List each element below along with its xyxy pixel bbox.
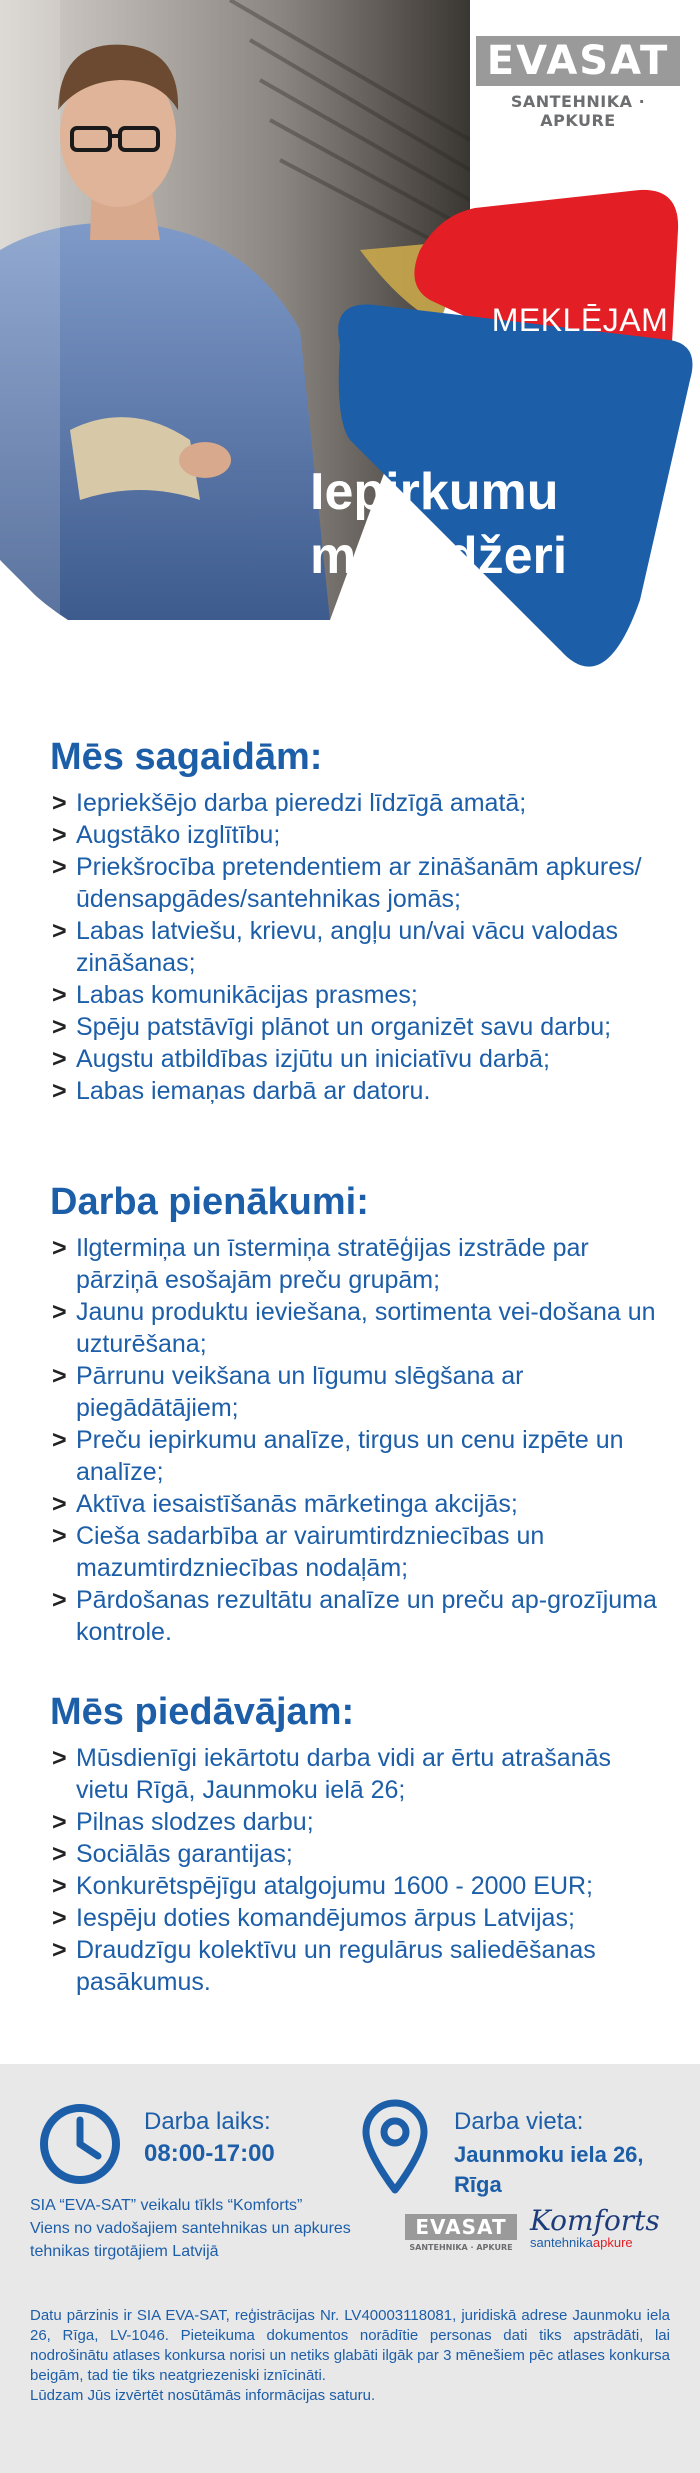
list-item: > Labas latviešu, krievu, angļu un/vai vācu valodas zināšanas; [50, 915, 670, 979]
hero-tag: MEKLĒJAM [491, 302, 669, 338]
logo-wordmark: EVASAT [405, 2214, 517, 2240]
komforts-logo [530, 2204, 680, 2250]
company-line2: Viens no vadošajiem santehnikas un apkures tehnikas tirgotājiem Latvijā [30, 2220, 351, 2260]
requirements-section [50, 735, 670, 1107]
list-item: > Iespēju doties komandējumos ārpus Latvijas; [50, 1902, 670, 1934]
offer-section [50, 1690, 670, 1998]
section-title: Mēs sagaidām: [50, 736, 323, 778]
list-item: > Spēju patstāvīgi plānot un organizēt savu darbu; [50, 1011, 670, 1043]
company-info [30, 2194, 390, 2263]
list-item: > Augstu atbildības izjūtu un iniciatīvu darbā; [50, 1043, 670, 1075]
list-item: > Priekšrocība pretendentiem ar zināšanām apkures/ūdensapgādes/santehnikas jomās; [50, 851, 670, 915]
list-item: > Aktīva iesaistīšanās mārketinga akcijās; [50, 1488, 670, 1520]
clock-icon [38, 2102, 122, 2186]
list-item: > Pārrunu veikšana un līgumu slēgšana ar piegādātājiem; [50, 1360, 670, 1424]
job-title-line1: Iepirkumu [310, 463, 559, 521]
list-item: > Draudzīgu kolektīvu un regulārus saliedēšanas pasākumus. [50, 1934, 670, 1998]
list-item: > Ilgtermiņa un īstermiņa stratēģijas izstrāde par pārziņā esošajām preču grupām; [50, 1232, 670, 1296]
logo-tagline: SANTEHNIKA · APKURE [409, 2243, 513, 2252]
komforts-tag-santehnika: santehnika [530, 2235, 593, 2250]
place-label: Darba vieta: [454, 2108, 584, 2135]
evasat-logo [476, 36, 680, 130]
evasat-logo-small [405, 2214, 517, 2256]
disclaimer-text: Datu pārzinis ir SIA EVA-SAT, reģistrācijas Nr. LV40003118081, juridiskā adrese Jaunmoku iela 26, Rīga, LV-1046. Pieteikuma dokumentos norādītie personas dati tiks apstrādāti, lai nodrošinātu atlases konkursa norisi un netiks glabāti ilgāk par 3 mēnešiem pēc atlases konkursa beigām, tad tie tiks neatgriezeniski iznīcināti. [30, 2307, 670, 2384]
list-item: > Pārdošanas rezultātu analīze un preču ap-grozījuma kontrole. [50, 1584, 670, 1648]
location-pin-icon [360, 2098, 430, 2194]
company-line1: SIA “EVA-SAT” veikalu tīkls “Komforts” [30, 2197, 303, 2214]
komforts-wordmark: Komforts [530, 2204, 660, 2237]
list-item: > Sociālās garantijas; [50, 1838, 670, 1870]
requirements-list [50, 787, 670, 1107]
offer-list [50, 1742, 670, 1998]
list-item: > Iepriekšējo darba pieredzi līdzīgā amatā; [50, 787, 670, 819]
privacy-disclaimer [30, 2306, 670, 2406]
list-item: > Pilnas slodzes darbu; [50, 1806, 670, 1838]
logo-wordmark: EVASAT [476, 36, 680, 86]
duties-section [50, 1180, 670, 1648]
logo-tagline: SANTEHNIKA · APKURE [510, 92, 646, 130]
hours-value: 08:00-17:00 [144, 2140, 275, 2167]
work-info [0, 2090, 700, 2200]
hours-label: Darba laiks: [144, 2108, 271, 2135]
job-title-line2: menedžeri [310, 527, 568, 585]
duties-list [50, 1232, 670, 1648]
hero-banner [0, 0, 700, 720]
list-item: > Cieša sadarbība ar vairumtirdzniecības un mazumtirdzniecības nodaļām; [50, 1520, 670, 1584]
section-title: Darba pienākumi: [50, 1181, 369, 1223]
place-value: Jaunmoku iela 26, Rīga [454, 2142, 644, 2197]
footer [0, 2064, 700, 2473]
list-item: > Mūsdienīgi iekārtotu darba vidi ar ērtu atrašanās vietu Rīgā, Jaunmoku ielā 26; [50, 1742, 670, 1806]
job-title [310, 460, 640, 588]
list-item: > Jaunu produktu ieviešana, sortimenta vei-došana un uzturēšana; [50, 1296, 670, 1360]
list-item: > Labas iemaņas darbā ar datoru. [50, 1075, 670, 1107]
list-item: > Labas komunikācijas prasmes; [50, 979, 670, 1011]
section-title: Mēs piedāvājam: [50, 1691, 355, 1733]
komforts-tagline [530, 2235, 680, 2250]
list-item: > Augstāko izglītību; [50, 819, 670, 851]
list-item: > Preču iepirkumu analīze, tirgus un cenu izpēte un analīze; [50, 1424, 670, 1488]
disclaimer-note: Lūdzam Jūs izvērtēt nosūtāmās informācijas saturu. [30, 2387, 376, 2404]
komforts-tag-apkure: apkure [592, 2235, 633, 2250]
list-item: > Konkurētspējīgu atalgojumu 1600 - 2000 EUR; [50, 1870, 670, 1902]
